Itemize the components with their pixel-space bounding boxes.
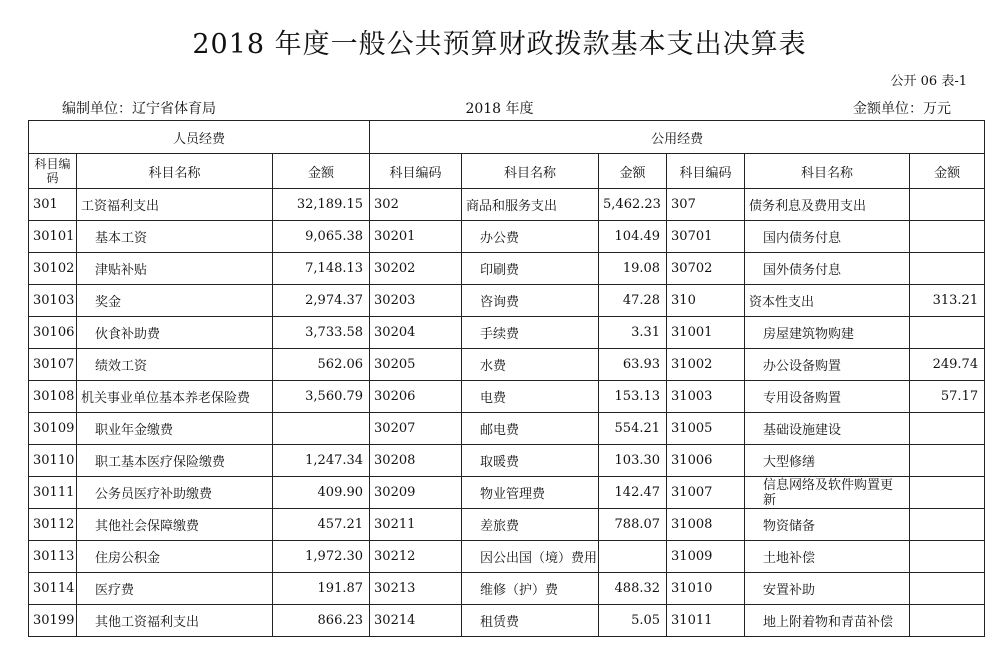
col-header-code: 科目编码 — [370, 154, 462, 189]
subject-name: 伙食补助费 — [77, 317, 273, 349]
subject-code: 30103 — [29, 285, 77, 317]
subject-code: 31003 — [667, 381, 745, 413]
table-row — [29, 541, 985, 573]
subject-code: 30207 — [370, 413, 462, 445]
subject-code: 31007 — [667, 477, 745, 509]
amount: 9,065.38 — [273, 221, 370, 253]
subject-code: 30114 — [29, 573, 77, 605]
amount: 409.90 — [273, 477, 370, 509]
subject-name: 电费 — [462, 381, 599, 413]
amount: 191.87 — [273, 573, 370, 605]
amount: 788.07 — [599, 509, 667, 541]
subject-name: 基础设施建设 — [745, 413, 910, 445]
subject-code: 30112 — [29, 509, 77, 541]
subject-code: 30107 — [29, 349, 77, 381]
subject-name: 公务员医疗补助缴费 — [77, 477, 273, 509]
subject-name: 办公设备购置 — [745, 349, 910, 381]
subject-code: 31001 — [667, 317, 745, 349]
subject-code: 31005 — [667, 413, 745, 445]
amount: 32,189.15 — [273, 189, 370, 221]
table-row — [29, 381, 985, 413]
table-row — [29, 573, 985, 605]
amount — [910, 541, 985, 573]
subject-code: 30109 — [29, 413, 77, 445]
report-year: 2018 年度 — [465, 101, 534, 117]
subject-name: 信息网络及软件购置更新 — [745, 477, 910, 509]
subject-code: 30212 — [370, 541, 462, 573]
amount-unit: 金额单位：万元 — [853, 101, 951, 117]
subject-name: 租赁费 — [462, 605, 599, 637]
amount: 142.47 — [599, 477, 667, 509]
amount: 2,974.37 — [273, 285, 370, 317]
table-row — [29, 189, 985, 221]
amount — [910, 317, 985, 349]
subject-code: 31011 — [667, 605, 745, 637]
subject-name: 差旅费 — [462, 509, 599, 541]
subject-code: 30203 — [370, 285, 462, 317]
amount: 3,733.58 — [273, 317, 370, 349]
subject-name: 职业年金缴费 — [77, 413, 273, 445]
subject-name: 取暖费 — [462, 445, 599, 477]
table-row — [29, 349, 985, 381]
subject-code: 30108 — [29, 381, 77, 413]
subject-name: 其他社会保障缴费 — [77, 509, 273, 541]
table-row — [29, 253, 985, 285]
subject-name: 津贴补贴 — [77, 253, 273, 285]
subject-name: 印刷费 — [462, 253, 599, 285]
subject-name: 机关事业单位基本养老保险费 — [77, 381, 273, 413]
subject-name: 邮电费 — [462, 413, 599, 445]
amount: 1,972.30 — [273, 541, 370, 573]
subject-code: 30205 — [370, 349, 462, 381]
amount: 562.06 — [273, 349, 370, 381]
amount: 153.13 — [599, 381, 667, 413]
amount: 488.32 — [599, 573, 667, 605]
subject-code: 310 — [667, 285, 745, 317]
subject-name: 安置补助 — [745, 573, 910, 605]
reporting-unit: 编制单位：辽宁省体育局 — [62, 101, 216, 117]
subject-code: 30101 — [29, 221, 77, 253]
subject-name: 绩效工资 — [77, 349, 273, 381]
amount: 103.30 — [599, 445, 667, 477]
subject-code: 30113 — [29, 541, 77, 573]
amount: 249.74 — [910, 349, 985, 381]
subject-code: 31010 — [667, 573, 745, 605]
subject-code: 30202 — [370, 253, 462, 285]
table-row — [29, 605, 985, 637]
subject-name: 维修（护）费 — [462, 573, 599, 605]
amount: 866.23 — [273, 605, 370, 637]
subject-name: 基本工资 — [77, 221, 273, 253]
subject-code: 30701 — [667, 221, 745, 253]
subject-name: 工资福利支出 — [77, 189, 273, 221]
table-row — [29, 221, 985, 253]
subject-name: 医疗费 — [77, 573, 273, 605]
subject-name: 职工基本医疗保险缴费 — [77, 445, 273, 477]
subject-name: 地上附着物和青苗补偿 — [745, 605, 910, 637]
subject-name: 债务利息及费用支出 — [745, 189, 910, 221]
subject-name: 国外债务付息 — [745, 253, 910, 285]
amount — [273, 413, 370, 445]
subject-code: 30702 — [667, 253, 745, 285]
amount — [910, 189, 985, 221]
subject-name: 资本性支出 — [745, 285, 910, 317]
subject-code: 31008 — [667, 509, 745, 541]
budget-table — [28, 120, 985, 637]
subject-code: 30211 — [370, 509, 462, 541]
subject-name: 专用设备购置 — [745, 381, 910, 413]
table-row — [29, 509, 985, 541]
subject-name: 大型修缮 — [745, 445, 910, 477]
amount: 1,247.34 — [273, 445, 370, 477]
amount — [910, 413, 985, 445]
form-number: 公开 06 表-1 — [890, 74, 967, 89]
subject-code: 30110 — [29, 445, 77, 477]
subject-name: 物资储备 — [745, 509, 910, 541]
subject-name: 奖金 — [77, 285, 273, 317]
col-header-code: 科目编码 — [667, 154, 745, 189]
subject-name: 办公费 — [462, 221, 599, 253]
subject-name: 房屋建筑物购建 — [745, 317, 910, 349]
subject-code: 30199 — [29, 605, 77, 637]
subject-code: 31002 — [667, 349, 745, 381]
amount: 63.93 — [599, 349, 667, 381]
col-header-name: 科目名称 — [745, 154, 910, 189]
amount: 3,560.79 — [273, 381, 370, 413]
amount — [910, 477, 985, 509]
subject-code: 30201 — [370, 221, 462, 253]
amount — [910, 445, 985, 477]
amount: 3.31 — [599, 317, 667, 349]
amount — [910, 221, 985, 253]
col-header-name: 科目名称 — [77, 154, 273, 189]
subject-name: 住房公积金 — [77, 541, 273, 573]
subject-name: 因公出国（境）费用 — [462, 541, 599, 573]
subject-code: 31006 — [667, 445, 745, 477]
subject-code: 31009 — [667, 541, 745, 573]
subject-name: 水费 — [462, 349, 599, 381]
subject-code: 30106 — [29, 317, 77, 349]
col-header-amount: 金额 — [910, 154, 985, 189]
subject-code: 301 — [29, 189, 77, 221]
subject-code: 307 — [667, 189, 745, 221]
col-header-amount: 金额 — [273, 154, 370, 189]
amount: 19.08 — [599, 253, 667, 285]
subject-name: 咨询费 — [462, 285, 599, 317]
amount: 5.05 — [599, 605, 667, 637]
table-row — [29, 477, 985, 509]
amount: 5,462.23 — [599, 189, 667, 221]
subject-code: 30206 — [370, 381, 462, 413]
subject-code: 30208 — [370, 445, 462, 477]
subject-code: 30209 — [370, 477, 462, 509]
table-row — [29, 285, 985, 317]
col-header-name: 科目名称 — [462, 154, 599, 189]
amount: 57.17 — [910, 381, 985, 413]
subject-name: 其他工资福利支出 — [77, 605, 273, 637]
subject-code: 30102 — [29, 253, 77, 285]
section-personnel: 人员经费 — [29, 121, 370, 154]
table-row — [29, 413, 985, 445]
subject-code: 302 — [370, 189, 462, 221]
subject-code: 30213 — [370, 573, 462, 605]
subject-name: 商品和服务支出 — [462, 189, 599, 221]
subject-code: 30214 — [370, 605, 462, 637]
amount: 457.21 — [273, 509, 370, 541]
col-header-amount: 金额 — [599, 154, 667, 189]
amount — [599, 541, 667, 573]
subject-code: 30111 — [29, 477, 77, 509]
amount: 554.21 — [599, 413, 667, 445]
amount — [910, 573, 985, 605]
table-row — [29, 445, 985, 477]
amount — [910, 605, 985, 637]
subject-name: 物业管理费 — [462, 477, 599, 509]
section-public: 公用经费 — [370, 121, 985, 154]
subject-code: 30204 — [370, 317, 462, 349]
table-row — [29, 317, 985, 349]
subject-name: 手续费 — [462, 317, 599, 349]
table-body — [29, 189, 985, 637]
amount — [910, 509, 985, 541]
amount: 313.21 — [910, 285, 985, 317]
amount: 104.49 — [599, 221, 667, 253]
amount: 7,148.13 — [273, 253, 370, 285]
amount: 47.28 — [599, 285, 667, 317]
report-title: 2018 年度一般公共预算财政拨款基本支出决算表 — [192, 29, 807, 60]
subject-name: 土地补偿 — [745, 541, 910, 573]
col-header-code: 科目编码 — [29, 154, 77, 189]
subject-name: 国内债务付息 — [745, 221, 910, 253]
amount — [910, 253, 985, 285]
